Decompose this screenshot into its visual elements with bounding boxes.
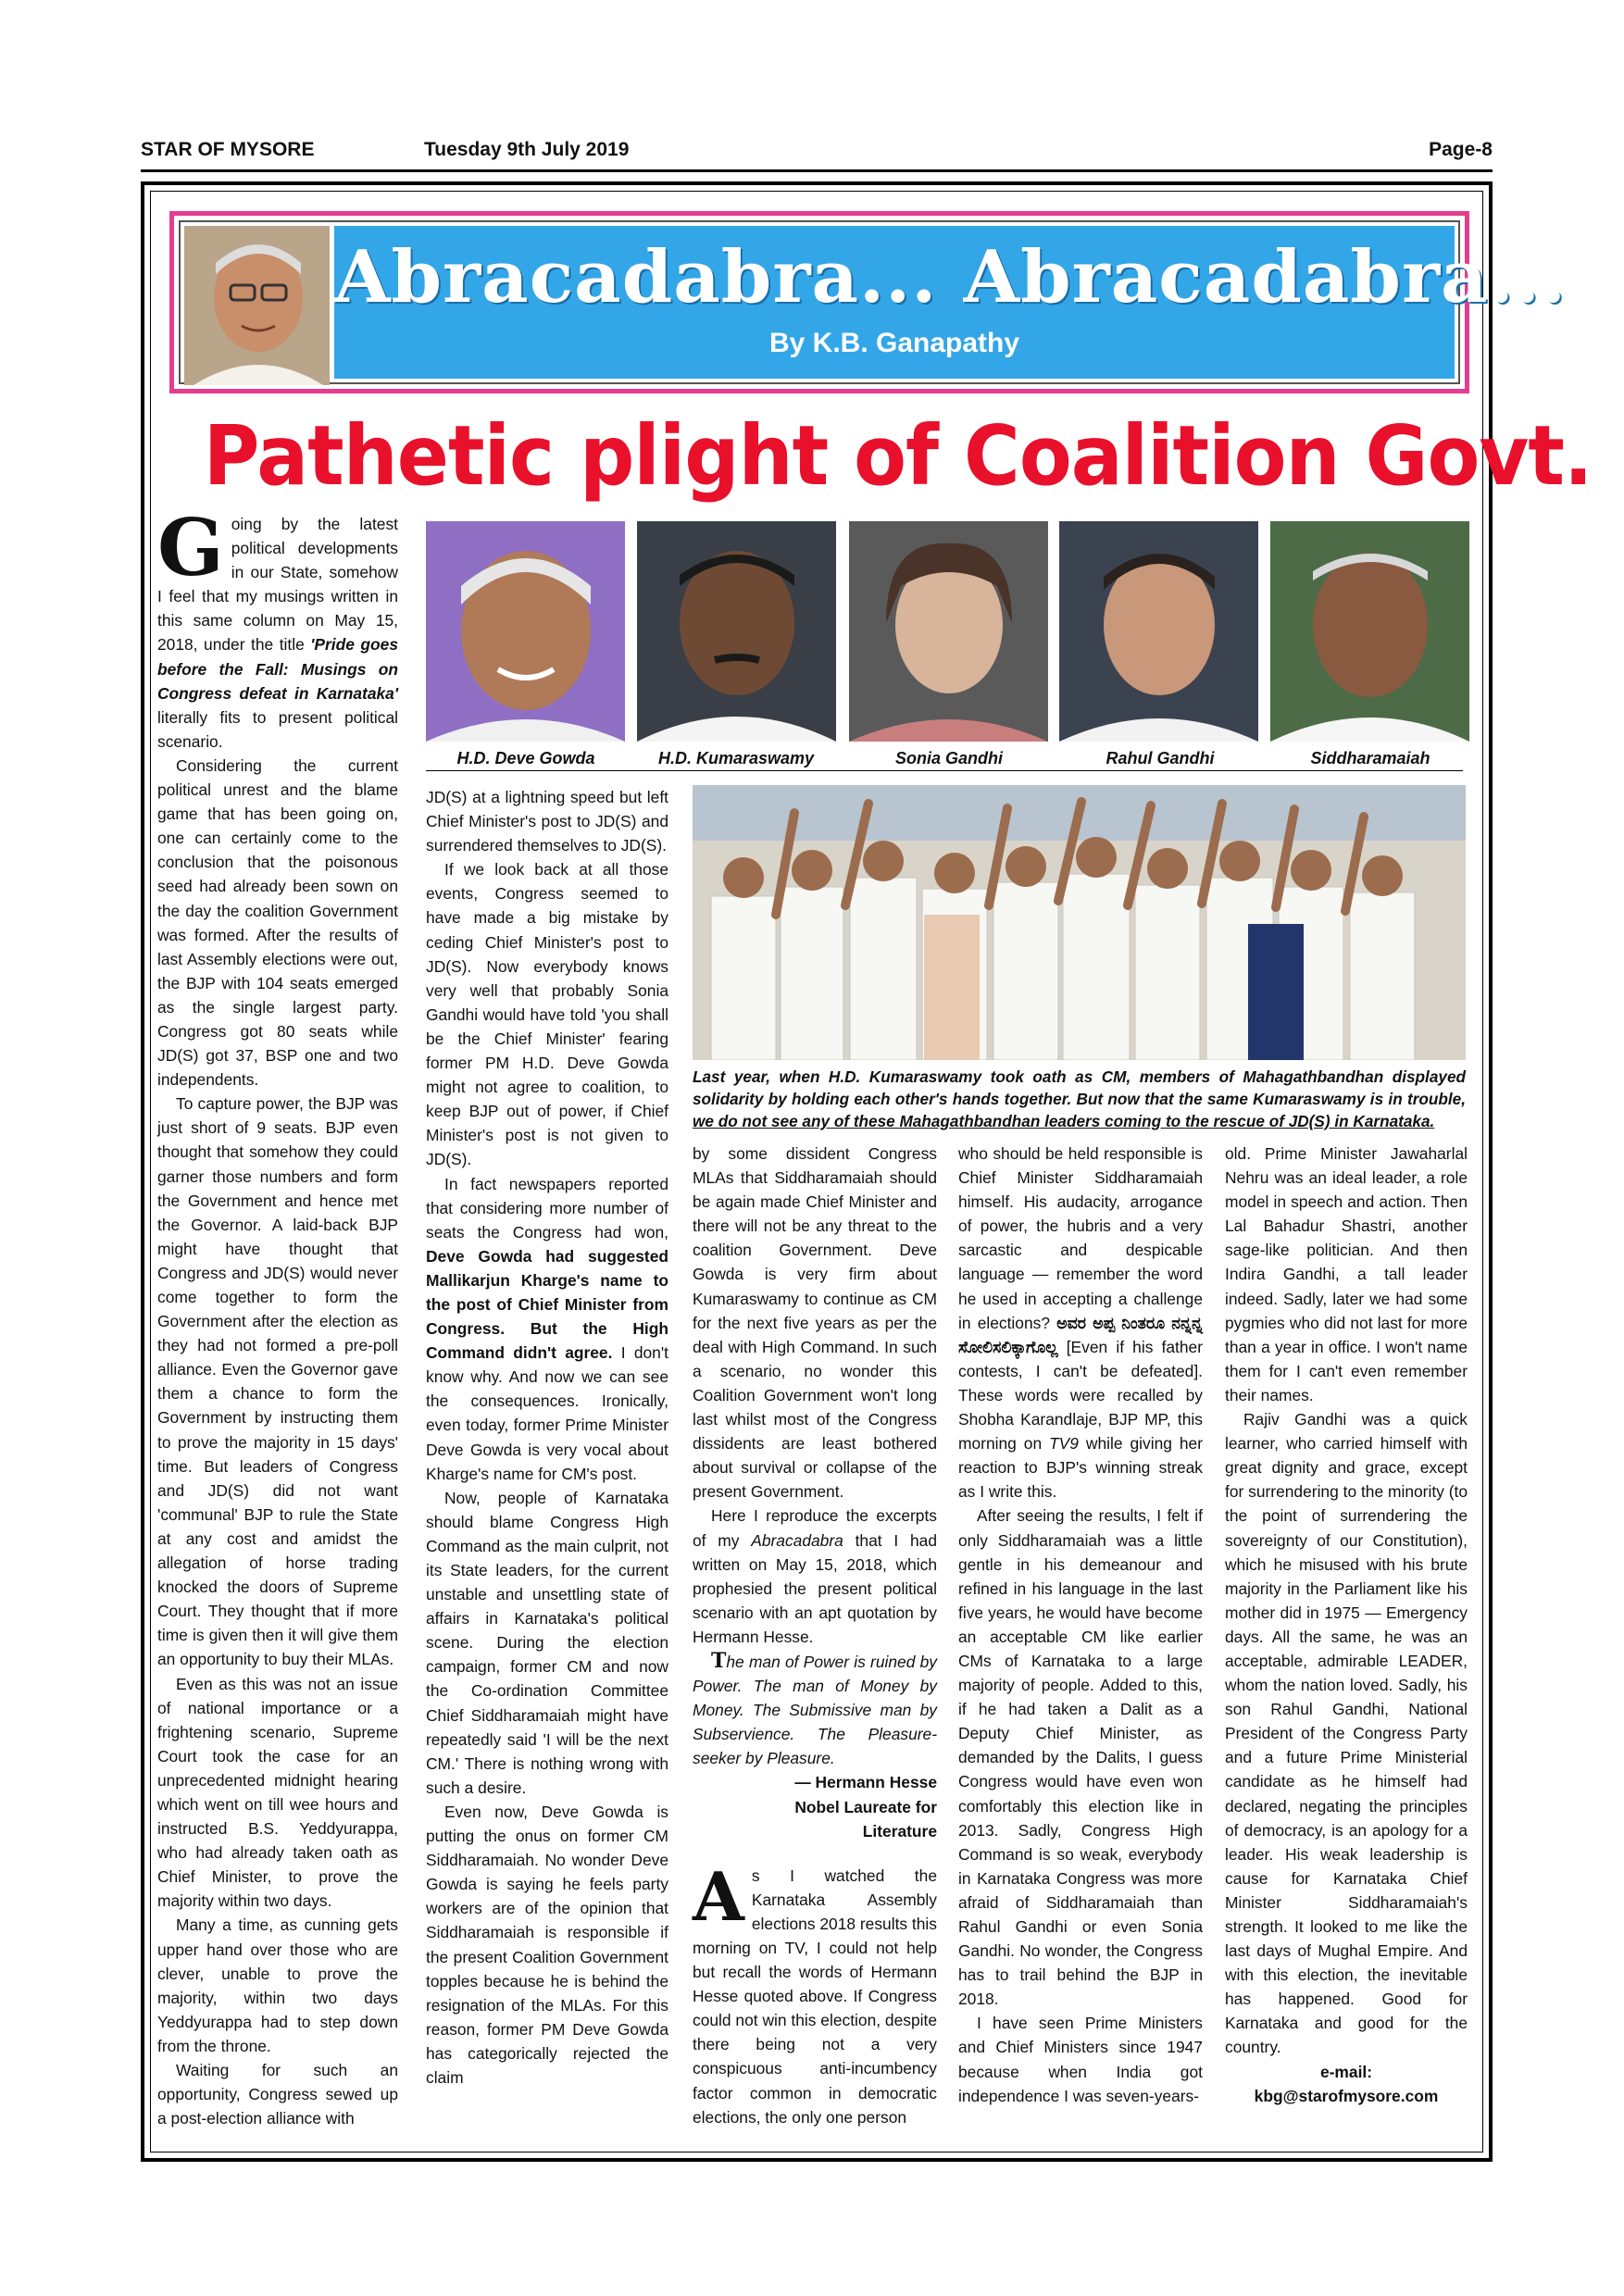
paragraph: To capture power, the BJP was just short of 9 seats. BJP even thought that somehow they could garner those numbers and form the Government and hence met the Governor. A laid-back BJP might have thought that Congress and JD(S) would never come together to form the Government after the election as they had not formed a pre-poll alliance. Even the Governor gave them a chance to form the Government by instructing them to prove the majority in 15 days' time. But leaders of Congress and JD(S) did not want 'communal' BJP to rule the State at any cost and amidst the allegation of horse trading knocked the doors of Supreme Court. They thought that if more time is given then it will give them an opportunity to buy their MLAs.: [157, 1094, 398, 1669]
article-column-3: [693, 1142, 937, 2129]
group-photo: [693, 785, 1466, 1060]
person-photo-icon: [1059, 521, 1258, 742]
person-photo-icon: [849, 521, 1048, 742]
headline: Pathetic plight of Coalition Govt.: [203, 407, 1593, 504]
photo-siddharamaiah: [1270, 521, 1469, 742]
paragraph: I have seen Prime Ministers and Chief Ministers since 1947 because when India got independence I was seven-years-: [958, 2014, 1203, 2105]
header-rule: [141, 169, 1493, 172]
caption-rule: [426, 770, 1463, 771]
page-number: Page-8: [1429, 139, 1493, 160]
photo-caption: Sonia Gandhi: [894, 749, 1003, 767]
paragraph: old. Prime Minister Jawaharlal Nehru was an ideal leader, a role model in speech and action. Then Lal Bahadur Shastri, another sage-like politician. And then Indira Gandhi, a tall leader indeed. Sadly, later we had some pygmies who did not last for more than a year in office. I won't name them for I can't even remember their names.: [1225, 1144, 1468, 1404]
photo-rahul-gandhi: [1059, 521, 1258, 742]
photo-sonia-gandhi: [849, 521, 1048, 742]
paragraph: In fact newspapers reported that considering more number of seats the Congress had won, Deve Gowda had suggested Mallikarjun Kharge's name to the post of Chief Minister from Congress. But the High Command didn't agree. I don't know why. And now we can see the consequences. Ironically, even today, former Prime Minister Deve Gowda is very vocal about Kharge's name for CM's post.: [426, 1174, 668, 1483]
page-header: [141, 139, 1493, 168]
article-column-5: [1225, 1142, 1468, 2108]
banner-title-panel: [334, 226, 1568, 379]
author-photo-icon: [184, 226, 330, 385]
issue-date: Tuesday 9th July 2019: [424, 139, 630, 160]
drop-cap: G: [157, 502, 224, 593]
photo-kumaraswamy: [637, 521, 836, 742]
paragraph: Many a time, as cunning gets upper hand over those who are clever, unable to prove the majority, within two days Yeddyurappa had to step down from the throne.: [157, 1915, 398, 2055]
paragraph: As I watched the Karnataka Assembly elections 2018 results this morning on TV, I could not help but recall the words of Hermann Hesse quoted above. If Congress could not win this election, despite there being not a very conspicuous anti-incumbency factor common in democratic elections, the only one person: [693, 1856, 937, 2127]
quote-attribution: — Hermann Hesse: [794, 1773, 937, 1792]
group-photo-icon: [693, 785, 1466, 1060]
group-photo-caption: Last year, when H.D. Kumaraswamy took oath as CM, members of Mahagathbandhan displayed solidarity by holding each other's hands together. But now that the same Kumaraswamy is in trouble, we do not see any of these Mahagathbandhan leaders coming to the rescue of JD(S) in Karnataka.: [693, 1067, 1466, 1130]
author-portrait: [184, 226, 330, 385]
paragraph: Now, people of Karnataka should blame Congress High Command as the main culprit, not its State leaders, for the current unstable and unsettling state of affairs in Karnataka's political scene. During the election campaign, former CM and now the Co-ordination Committee Chief Siddharamaiah might have repeatedly said 'I will be the next CM.' There is nothing wrong with such a desire.: [426, 1488, 668, 1797]
photo-caption: H.D. Kumaraswamy: [657, 749, 815, 767]
column-banner: [169, 211, 1568, 393]
paragraph: If we look back at all those events, Congress seemed to have made a big mistake by ceding Chief Minister's post to JD(S). Now everybody knows very well that probably Sonia Gandhi would have told 'you shall be the Chief Minister' fearing former PM H.D. Deve Gowda might not agree to coalition, to keep BJP out of power, if Chief Minister's post is not given to JD(S).: [426, 860, 668, 1169]
paragraph: Even now, Deve Gowda is putting the onus on former CM Siddharamaiah. No wonder Deve Gowda is saying he feels party workers are of the opinion that Siddharamaiah is responsible if the present Coalition Government topples because he is behind the resignation of the MLAs. For this reason, former PM Deve Gowda has categorically rejected the claim: [426, 1802, 668, 2087]
quotation: The man of Power is ruined by Power. The man of Money by Money. The Submissive man by Subservience. The Pleasure-seeker by Pleasure.: [693, 1648, 937, 1768]
paragraph: who should be held responsible is Chief Minister Siddharamaiah himself. His audacity, arrogance of power, the hubris and a very sarcastic and despicable language — remember the word he used in accepting a challenge in elections? ಅವರ ಅಪ್ಪ ನಿಂತರೂ ನನ್ನನ್ನ ಸೋಲಿಸಲಿಕ್ಕಾಗೊಲ್ಲ [Even if his father contests, I can't be defeated]. These words were recalled by Shobha Karandlaje, BJP MP, this morning on TV9 while giving her reaction to BJP's winning streak as I write this.: [958, 1144, 1204, 1502]
paragraph: Rajiv Gandhi was a quick learner, who carried himself with great dignity and grace, except for surrendering to the minority (to the point of surrendering the sovereignty of our Constitution), which he misused with his brute majority in the Parliament like his mother did in 1975 — Emergency days. All the same, he was an acceptable, admirable LEADER, whom the nation loved. Sadly, his son Rahul Gandhi, National President of the Congress Party and a future Prime Ministerial candidate as he himself had declared, negating the principles of democracy, is an apology for a leader. His weak leadership is cause for Karnataka Chief Minister Siddharamaiah's strength. It looked to me like the last days of Mughal Empire. And with this election, the inevitable has happened. Good for Karnataka and good for the country.: [1225, 1410, 1468, 2057]
paragraph: by some dissident Congress MLAs that Siddharamaiah should be again made Chief Minister and there will not be any threat to the coalition Government. Deve Gowda is very firm about Kumaraswamy to continue as CM for the next five years as per the deal with High Command. In such a scenario, no wonder this Coalition Government won't long last whilst most of the Congress dissidents are least bothered about survival or collapse of the present Government.: [693, 1144, 937, 1502]
email-label: e-mail:: [1319, 2062, 1373, 2081]
author-email: kbg@starofmysore.com: [1254, 2086, 1439, 2105]
column-title: Abracadabra... Abracadabra...: [334, 235, 1568, 319]
photo-caption: H.D. Deve Gowda: [456, 749, 595, 767]
paragraph: Even as this was not an issue of national importance or a frightening scenario, Supreme Court took the case for an unprecedented midnight hearing which went on till wee hours and instructed B.S. Yeddyurappa, who had already taken oath as Chief Minister, to prove the majority within two days.: [157, 1674, 398, 1911]
author-byline: By K.B. Ganapathy: [768, 328, 1020, 358]
newspaper-name: STAR OF MYSORE: [141, 139, 315, 160]
paragraph: Considering the current political unrest and the blame game that has been going on, one can certainly come to the conclusion that the poisonous seed had already been sown on the day the coalition Government was formed. After the results of last Assembly elections were out, the BJP with 104 seats emerged as the single largest party. Congress got 80 seats while JD(S) got 37, BSP one and two independents.: [157, 755, 398, 1090]
drop-cap: A: [693, 1856, 744, 1936]
article-column-2: [426, 785, 668, 2090]
article-column-4: [958, 1142, 1203, 2108]
article-column-1: [157, 502, 398, 2130]
person-photo-icon: [426, 521, 625, 742]
paragraph: Here I reproduce the excerpts of my Abracadabra that I had written on May 15, 2018, which prophesied the present political scenario with an apt quotation by Hermann Hesse.: [693, 1506, 937, 1646]
paragraph: Going by the latest political developments in our State, somehow I feel that my musings written in this same column on May 15, 2018, under the title 'Pride goes before the Fall: Musings on Congress defeat in Karnataka' literally fits to present political scenario.: [157, 502, 398, 751]
paragraph: After seeing the results, I felt if only Siddharamaiah was a little gentle in his demeanour and refined in his language in the last five years, he would have become an acceptable CM like earlier CMs of Karnataka to a large majority of people. Added to this, if he had taken a Dalit as a Deputy Chief Minister, as demanded by the Dalits, I guess Congress would have even won comfortably this election like in 2013. Sadly, Congress High Command is so weak, everybody in Karnataka Congress was more afraid of Siddharamaiah than Rahul Gandhi or even Sonia Gandhi. No wonder, the Congress has to trail behind the BJP in 2018.: [958, 1506, 1203, 2009]
photo-caption: Rahul Gandhi: [1106, 749, 1215, 767]
person-photo-icon: [637, 521, 836, 742]
photo-deve-gowda: [426, 521, 625, 742]
paragraph: Waiting for such an opportunity, Congress sewed up a post-election alliance with: [157, 2061, 398, 2128]
person-photo-icon: [1270, 521, 1469, 742]
photo-caption: Siddharamaiah: [1310, 749, 1430, 767]
quote-attribution: Literature: [862, 1821, 937, 1841]
quote-attribution: Nobel Laureate for: [794, 1797, 937, 1816]
paragraph: JD(S) at a lightning speed but left Chief Minister's post to JD(S) and surrendered themselves to JD(S).: [426, 788, 668, 855]
